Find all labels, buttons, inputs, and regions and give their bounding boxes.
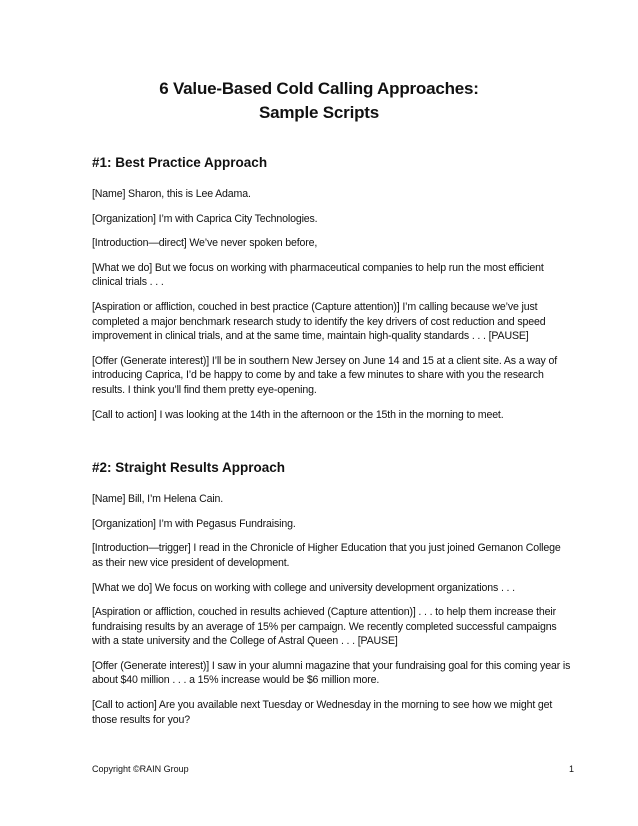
section-spacer: [92, 432, 572, 459]
script-line-introduction: [Introduction—direct] We’ve never spoken before,: [92, 237, 318, 250]
script-line-what-we-do: [What we do] But we focus on working with pharmaceutical companies to help run the most efficient clinical trials . . .: [92, 261, 544, 289]
script-line-organization: [Organization] I’m with Pegasus Fundraising.: [92, 517, 296, 530]
document-title-line-1: 6 Value-Based Cold Calling Approaches:: [159, 79, 479, 98]
section-heading: #2: Straight Results Approach: [92, 460, 286, 476]
script-line-what-we-do: [What we do] We focus on working with college and university development organizations . . .: [92, 581, 515, 594]
document-title: [0, 77, 638, 125]
script-line-introduction: [Introduction—trigger] I read in the Chronicle of Higher Education that you just joined Gemanon College as their new vice president of development.: [92, 542, 561, 569]
script-line-organization: [Organization] I’m with Caprica City Technologies.: [92, 212, 318, 225]
copyright-notice: Copyright ©RAIN Group: [92, 764, 189, 774]
script-line-call-to-action: [Call to action] I was looking at the 14th in the afternoon or the 15th in the morning to meet.: [92, 408, 504, 421]
script-line-aspiration: [Aspiration or affliction, couched in best practice (Capture attention)] I’m calling because we’ve just completed a major benchmark research study to identify the key drivers of cost reduction and speed improvement in clinical trials, and at the same time, maintain high-quality standards . . . [PAUSE]: [92, 300, 546, 343]
section-heading: #1: Best Practice Approach: [92, 155, 268, 170]
document-title-line-2: Sample Scripts: [258, 103, 380, 122]
script-line-offer: [Offer (Generate interest)] I saw in your alumni magazine that your fundraising goal for this coming year is about $40 million . . . a 15% increase would be $6 million more.: [92, 659, 571, 687]
page-number: 1: [568, 764, 574, 774]
document-body: [92, 154, 572, 737]
section-best-practice: [92, 154, 572, 422]
script-line-call-to-action: [Call to action] Are you available next Tuesday or Wednesday in the morning to see how we might get those results for you?: [92, 699, 553, 726]
section-straight-results: [92, 459, 572, 727]
script-line-offer: [Offer (Generate interest)] I’ll be in southern New Jersey on June 14 and 15 at a client site. As a way of introducing Caprica, I’d be happy to come by and take a few minutes to share with you the research results. I think you’ll find them pretty eye-opening.: [92, 354, 557, 396]
script-line-name: [Name] Bill, I’m Helena Cain.: [92, 493, 224, 506]
script-line-name: [Name] Sharon, this is Lee Adama.: [92, 188, 251, 200]
script-line-aspiration: [Aspiration or affliction, couched in results achieved (Capture attention)] . . . to help them increase their fundraising results by an average of 15% per campaign. We recently completed successful campaigns with a state university and the College of Astral Queen . . . [PAUSE]: [92, 606, 557, 648]
